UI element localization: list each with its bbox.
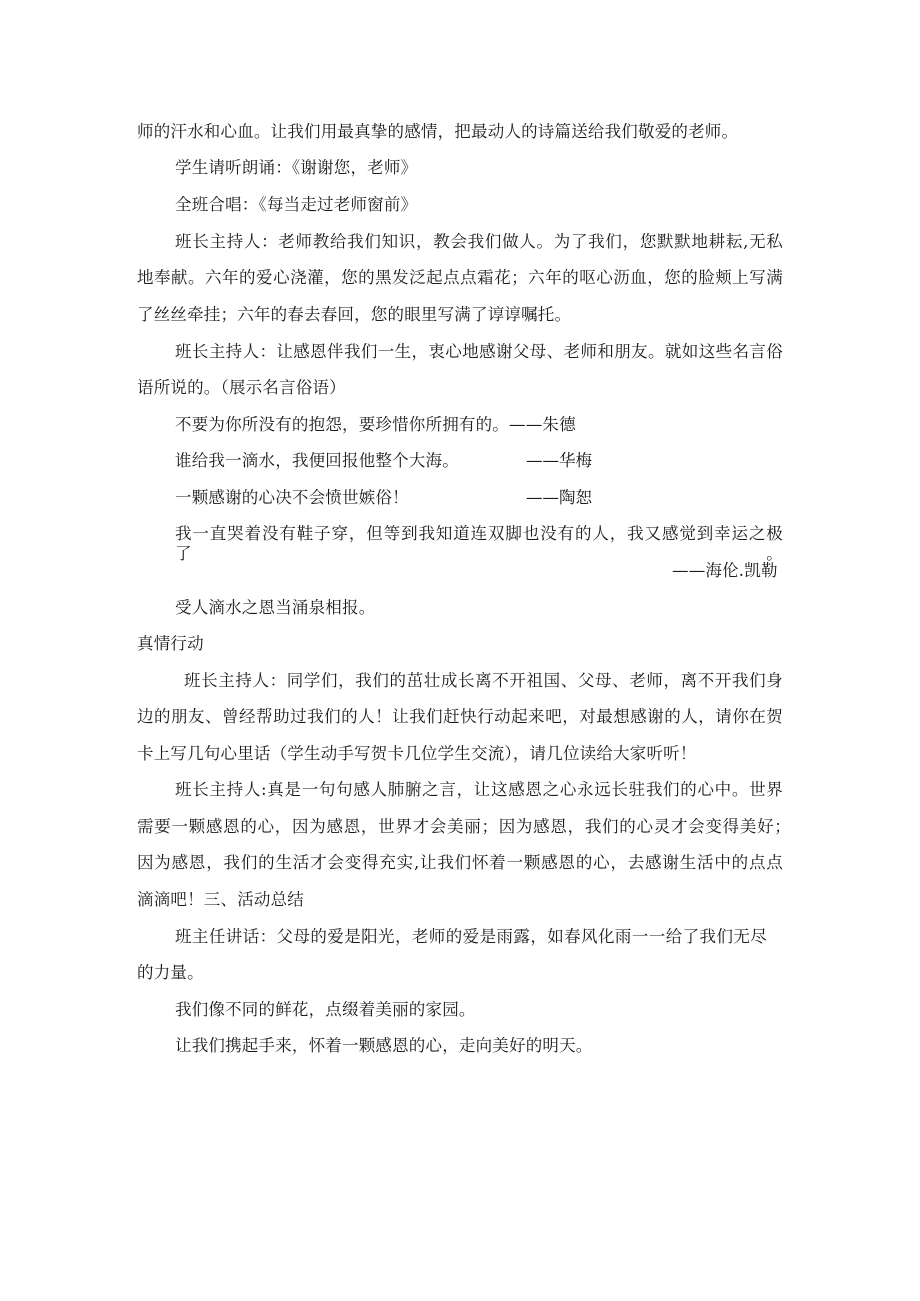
text-line: 受人滴水之恩当涌泉相报。 (175, 598, 376, 617)
quote-source: ——陶恕 (526, 488, 592, 507)
text-line: 滴滴吧！三、活动总结 (137, 890, 304, 909)
text-line: 我们像不同的鲜花，点缀着美丽的家园。 (175, 1000, 476, 1019)
text-line: 地奉献。六年的爱心浇灌，您的黑发泛起点点霜花；六年的呕心沥血，您的脸颊上写满 (137, 268, 783, 287)
text-line: 师的汗水和心血。让我们用最真挚的感情，把最动人的诗篇送给我们敬爱的老师。 (137, 122, 739, 141)
text-line: 的力量。 (137, 963, 204, 982)
text-line: 班主任讲话：父母的爱是阳光，老师的爱是雨露，如春风化雨一一给了我们无尽 (175, 927, 767, 946)
text-line: 全班合唱：《每当走过老师窗前》 (175, 195, 418, 214)
text-line: 需要一颗感恩的心，因为感恩，世界才会美丽；因为感恩，我们的心灵才会变得美好； (137, 817, 791, 836)
text-line: 学生请听朗诵：《谢谢您，老师》 (175, 158, 418, 177)
quote-source: ——华梅 (526, 451, 592, 470)
quote-line: 一颗感谢的心决不会愤世嫉俗！ (175, 488, 409, 507)
text-line: 班长主持人:真是一句句感人肺腑之言，让这感恩之心永远长驻我们的心中。世界 (175, 780, 783, 799)
section-heading: 真情行动 (137, 634, 204, 653)
text-line: 让我们携起手来，怀着一颗感恩的心，走向美好的明天。 (175, 1036, 593, 1055)
text-line: 因为感恩，我们的生活才会变得充实,让我们怀着一颗感恩的心，去感谢生活中的点点 (137, 853, 783, 872)
text-line: 卡上写几句心里话（学生动手写贺卡几位学生交流），请几位读给大家听听！ (137, 744, 697, 763)
quote-source: ——海伦.凯勒 (672, 561, 778, 580)
text-line: 班长主持人：同学们，我们的茁壮成长离不开祖国、父母、老师，离不开我们身 (184, 671, 783, 690)
text-line: 班长主持人：让感恩伴我们一生，衷心地感谢父母、老师和朋友。就如这些名言俗 (175, 342, 783, 361)
text-line: 语所说的。（展示名言俗语） (137, 378, 346, 397)
quote-line: 我一直哭着没有鞋子穿，但等到我知道连双脚也没有的人，我又感觉到幸运之极了。 (175, 524, 783, 563)
text-line: 了丝丝牵挂；六年的春去春回，您的眼里写满了谆谆嘱托。 (137, 305, 572, 324)
text-line: 边的朋友、曾经帮助过我们的人！让我们赶快行动起来吧，对最想感谢的人，请你在贺 (137, 707, 783, 726)
quote-line: 谁给我一滴水，我便回报他整个大海。 (175, 451, 459, 470)
quote-line: 不要为你所没有的抱怨，要珍惜你所拥有的。——朱德 (175, 415, 576, 434)
text-line: 班长主持人：老师教给我们知识，教会我们做人。为了我们，您默默地耕耘,无私 (175, 232, 783, 251)
